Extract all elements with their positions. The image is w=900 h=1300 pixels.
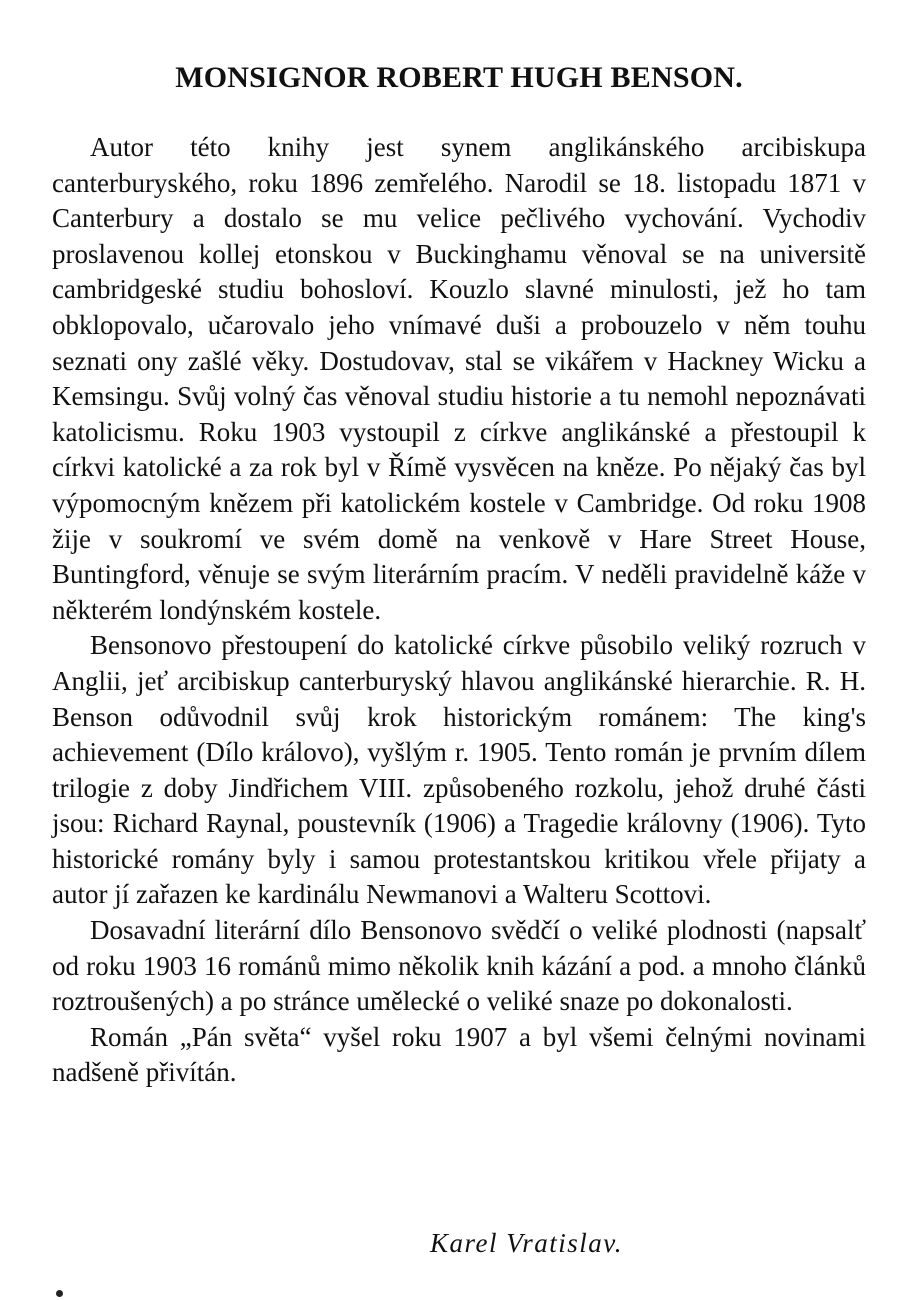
- paragraph-conversion: Bensonovo přestoupení do katolické církve působilo veliký rozruch v Anglii, jeť arcibiskup canterburyský hlavou anglikánské hierarchie. R. H. Benson odůvodnil svůj krok historickým románem: The king's achievement (Dílo královo), vyšlým r. 1905. Tento román je prvním dílem trilogie z doby Jindřichem VIII. způsobeného rozkolu, jehož druhé části jsou: Richard Raynal, poustevník (1906) a Tragedie královny (1906). Tyto historické romány byly i samou protestantskou kritikou vřele přijaty a autor jí zařazen ke kardinálu Newmanovi a Walteru Scottovi.: [52, 630, 866, 910]
- author-signature: Karel Vratislav.: [430, 1228, 623, 1258]
- paragraph-literary-work: Dosavadní literární dílo Bensonovo svědčí o veliké plodnosti (napsalť od roku 1903 16 románů mimo několik knih kázání a pod. a mnoho článků roztroušených) a po stránce umělecké o veliké snaze po dokonalosti.: [52, 915, 866, 1017]
- page-title: MONSIGNOR ROBERT HUGH BENSON.: [175, 61, 743, 94]
- page-mark: [56, 1290, 63, 1297]
- paragraph-novel-reception: Román „Pán světa“ vyšel roku 1907 a byl všemi čelnými novinami nadšeně přivítán.: [52, 1021, 866, 1088]
- paragraph-biography: Autor této knihy jest synem anglikánského arcibiskupa canterburyského, roku 1896 zemřelého. Narodil se 18. listopadu 1871 v Canterbury a dostalo se mu velice pečlivého vychování. Vychodiv proslavenou kollej etonskou v Buckinghamu věnoval se na universitě cambridgeské studiu bohosloví. Kouzlo slavné minulosti, jež ho tam obklopovalo, učarovalo jeho vnímavé duši a probouzelo v něm touhu seznati ony zašlé věky. Dostudovav, stal se vikářem v Hackney Wicku a Kemsingu. Svůj volný čas věnoval studiu historie a tu nemohl nepoznávati katolicismu. Roku 1903 vystoupil z církve anglikánské a přestoupil k církvi katolické a za rok byl v Římě vysvěcen na kněze. Po nějaký čas byl výpomocným knězem při katolickém kostele v Cambridge. Od roku 1908 žije v soukromí ve svém domě na venkově v Hare Street House, Buntingford, věnuje se svým literárním pracím. V neděli pravidelně káže v některém londýnském kostele.: [52, 132, 866, 625]
- document-page: [52, 60, 866, 1091]
